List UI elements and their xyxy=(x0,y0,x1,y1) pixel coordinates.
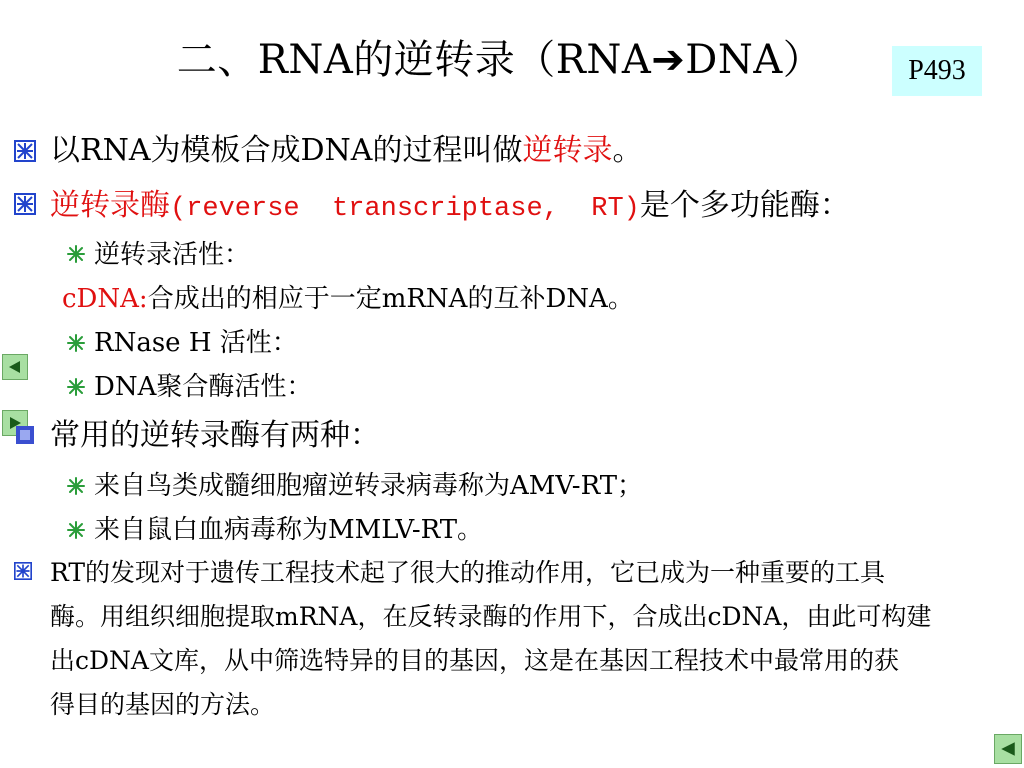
page-reference-badge: P493 xyxy=(892,46,982,96)
arrow-right-icon: ➔ xyxy=(651,37,686,83)
title-suffix: DNA） xyxy=(685,37,824,83)
bullet-reverse-transcriptase xyxy=(50,186,850,229)
bullet-text-end: 。 xyxy=(612,133,643,168)
cdna-definition xyxy=(62,281,634,317)
common-rt-item-mmlv: 来自鼠白血病毒称为MMLV-RT。 xyxy=(94,515,484,545)
triangle-left-icon xyxy=(999,740,1017,758)
triangle-left-icon xyxy=(7,359,23,375)
highlight-term: 逆转录 xyxy=(522,133,613,168)
sub-activity-dna-polymerase: DNA聚合酶活性： xyxy=(94,372,313,402)
title-prefix: 二、RNA的逆转录（RNA xyxy=(176,37,652,83)
crossed-square-icon xyxy=(14,140,36,162)
snowflake-icon xyxy=(66,476,86,496)
bullet-text: 以RNA为模板合成DNA的过程叫做 xyxy=(50,133,523,168)
cdna-label: cDNA: xyxy=(62,284,148,314)
sub-activity-rnase-h: RNase H 活性： xyxy=(94,328,298,358)
paragraph-line: RT的发现对于遗传工程技术起了很大的推动作用，它已成为一种重要的工具 xyxy=(50,558,886,587)
common-rt-item-amv: 来自鸟类成髓细胞瘤逆转录病毒称为AMV-RT； xyxy=(94,471,644,501)
slide-title xyxy=(0,34,1000,86)
snowflake-icon xyxy=(66,244,86,264)
bullet-reverse-transcription-definition xyxy=(50,131,642,171)
common-rt-heading: 常用的逆转录酶有两种： xyxy=(50,418,380,453)
snowflake-icon xyxy=(66,377,86,397)
paragraph-line: 酶。用组织细胞提取mRNA，在反转录酶的作用下，合成出cDNA，由此可构建 xyxy=(50,602,932,631)
crossed-square-icon xyxy=(14,562,32,580)
paragraph-line: 出cDNA文库，从中筛选特异的目的基因，这是在基因工程技术中最常用的获 xyxy=(50,646,899,675)
cdna-text: 合成出的相应于一定mRNA的互补DNA。 xyxy=(147,284,634,314)
previous-slide-button[interactable] xyxy=(2,354,28,380)
square-bullet-icon xyxy=(14,424,36,446)
home-slide-button[interactable] xyxy=(994,734,1022,764)
snowflake-icon xyxy=(66,520,86,540)
crossed-square-icon xyxy=(14,193,36,215)
highlight-term: 逆转录酶 xyxy=(50,188,170,223)
highlight-term-code: (reverse transcriptase, RT) xyxy=(170,194,640,224)
snowflake-icon xyxy=(66,333,86,353)
paragraph-line: 得目的基因的方法。 xyxy=(50,690,276,719)
bullet-text-end: 是个多功能酶： xyxy=(639,188,850,223)
sub-activity-reverse-transcription: 逆转录活性： xyxy=(94,240,251,270)
